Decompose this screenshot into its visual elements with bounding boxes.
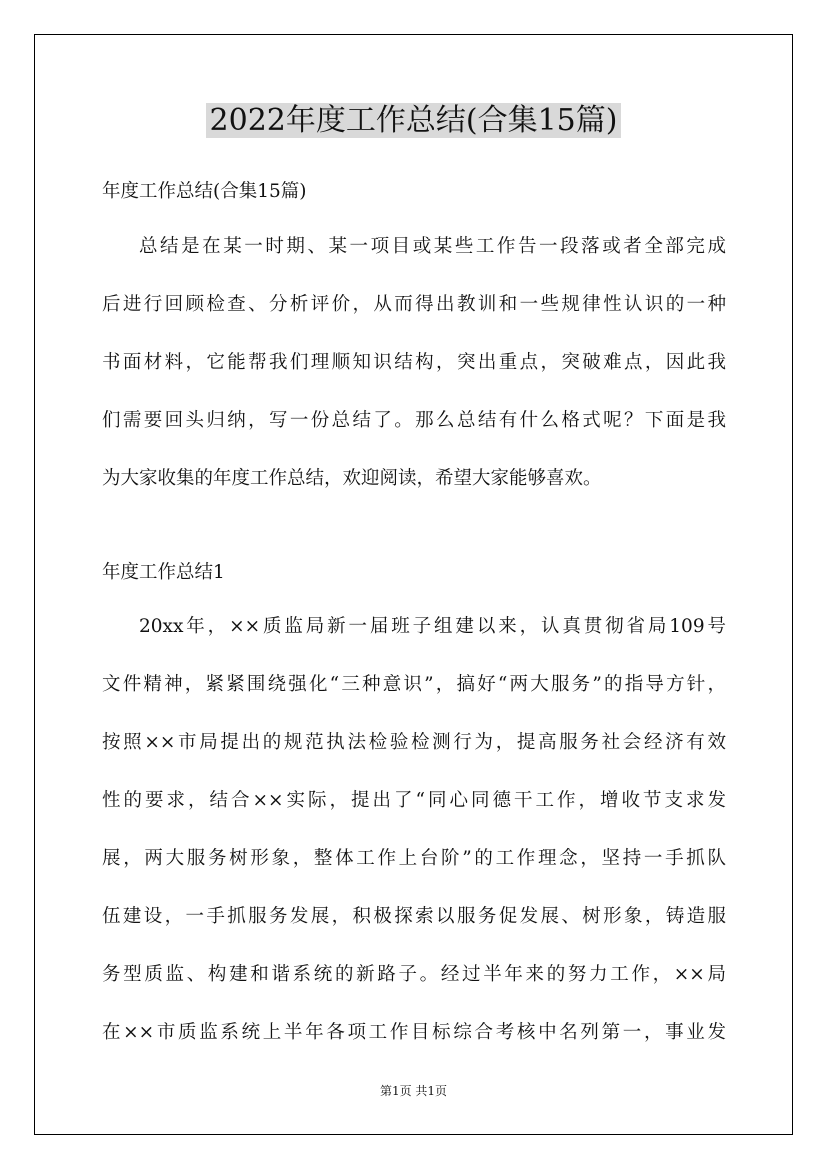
page-footer [0, 1083, 827, 1099]
document-title [0, 98, 827, 144]
section1-paragraph [102, 598, 726, 1062]
intro-line: 们需要回头归纳，写一份总结了。那么总结有什么格式呢？下面是我 [102, 410, 726, 431]
section1-line: 按照××市局提出的规范执法检验检测行为，提高服务社会经济有效 [102, 732, 726, 753]
section1-line: 文件精神，紧紧围绕强化“三种意识”，搞好“两大服务”的指导方针， [102, 674, 726, 695]
document-subtitle: 年度工作总结(合集15篇) [102, 181, 307, 202]
intro-line: 为大家收集的年度工作总结，欢迎阅读，希望大家能够喜欢。 [102, 468, 602, 489]
section1-line: 20xx年，××质监局新一届班子组建以来，认真贯彻省局109号 [139, 616, 726, 637]
section1-line: 在××市质监系统上半年各项工作目标综合考核中名列第一，事业发 [102, 1022, 726, 1043]
section1-line: 展，两大服务树形象，整体工作上台阶”的工作理念，坚持一手抓队 [102, 848, 726, 869]
page-number: 第1页 共1页 [379, 1084, 448, 1098]
intro-line: 总结是在某一时期、某一项目或某些工作告一段落或者全部完成 [139, 236, 726, 257]
intro-line: 后进行回顾检查、分析评价，从而得出教训和一些规律性认识的一种 [102, 294, 726, 315]
intro-line: 书面材料，它能帮我们理顺知识结构，突出重点，突破难点，因此我 [102, 352, 726, 373]
section1-line: 性的要求，结合××实际，提出了“同心同德干工作，增收节支求发 [102, 790, 726, 811]
document-title-text: 2022年度工作总结(合集15篇) [206, 103, 622, 138]
section1-line: 务型质监、构建和谐系统的新路子。经过半年来的努力工作，××局 [102, 964, 726, 985]
section1-line: 伍建设，一手抓服务发展，积极探索以服务促发展、树形象，铸造服 [102, 906, 726, 927]
intro-paragraph [102, 218, 726, 508]
section-heading: 年度工作总结1 [102, 562, 225, 583]
